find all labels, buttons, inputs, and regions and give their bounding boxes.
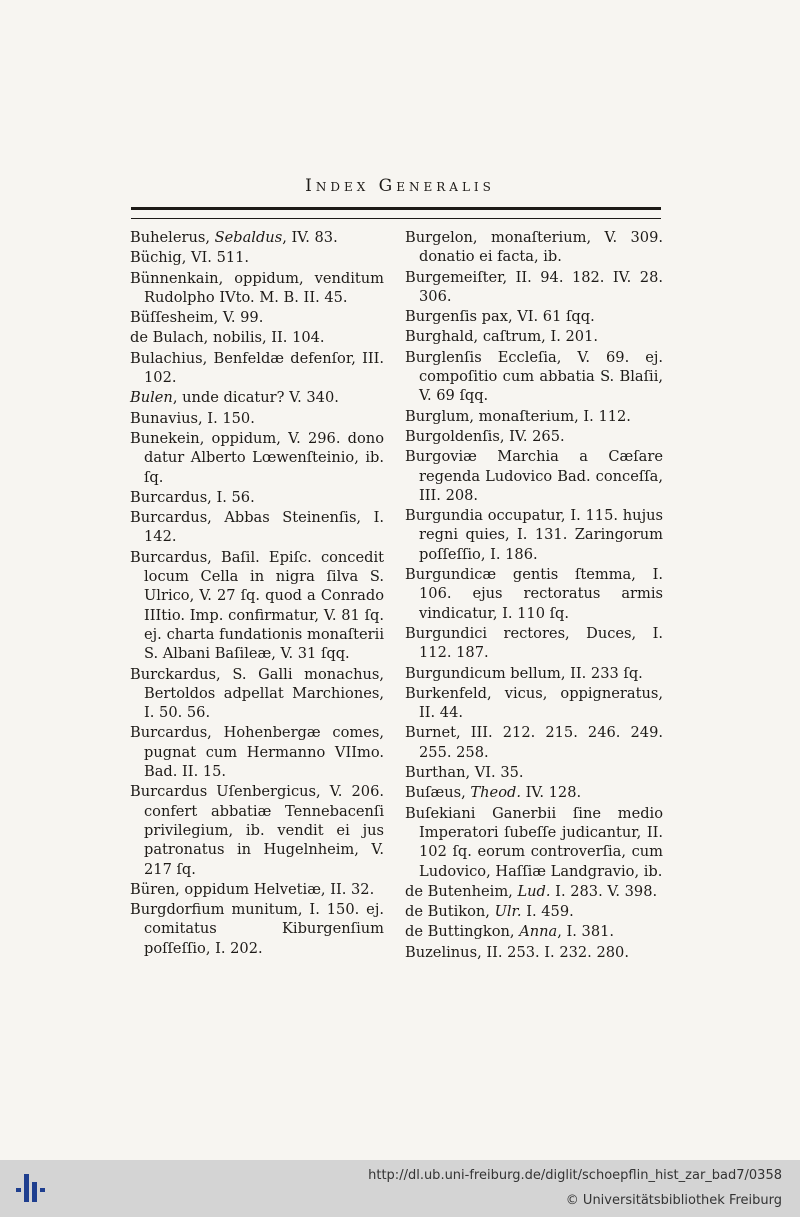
index-entry [405, 407, 663, 426]
index-entry [130, 665, 384, 723]
entry-text: Burthan, VI. 35. [405, 764, 524, 782]
index-entry [405, 506, 663, 564]
index-entry [130, 508, 384, 547]
index-entry [405, 447, 663, 505]
entry-text: de Bulach, nobilis, II. 104. [130, 329, 325, 347]
index-entry [405, 804, 663, 881]
entry-text: Burcardus, Abbas Steinenſis, I. 142. [130, 509, 384, 546]
entry-text: de Butenheim, [405, 882, 518, 900]
entry-italic-name: Bulen [130, 389, 173, 407]
entry-reference: , I. 381. [557, 923, 615, 941]
ub-freiburg-logo-icon [14, 1170, 50, 1206]
index-entry [130, 488, 384, 507]
entry-text: Burgundicæ gentis ſtemma, I. 106. ejus rectoratus armis vindicatur, I. 110 ſq. [405, 566, 663, 622]
index-entry [405, 723, 663, 762]
entry-text: de Buttingkon, [405, 923, 520, 941]
entry-italic-name: Sebaldus [214, 229, 283, 246]
header-rule [131, 207, 661, 219]
entry-text: Büchig, VI. 511. [130, 249, 250, 267]
entry-text: Buſekiani Ganerbii ſine medio Imperatori ſubeſſe judicantur, II. 102 ſq. eorum controverſia, cum Ludovico, Haſſiæ Landgravio, ib. [405, 804, 663, 880]
index-entry [405, 664, 663, 683]
entry-reference: , unde dicatur? V. 340. [172, 389, 339, 407]
index-entry [130, 228, 384, 247]
entry-text: Burckardus, S. Galli monachus, Bertoldos adpellat Marchiones, I. 50. 56. [130, 665, 384, 722]
entry-reference: I. 459. [521, 903, 574, 921]
entry-text: Burgenſis pax, VI. 61 ſqq. [405, 308, 595, 326]
entry-text: Büren, oppidum Helvetiæ, II. 32. [130, 880, 375, 898]
entry-text: Burgoldenſis, IV. 265. [405, 427, 565, 445]
index-entry [130, 328, 384, 347]
index-column-right [405, 228, 663, 963]
index-entry [405, 763, 663, 782]
index-entry [405, 348, 663, 406]
entry-reference: IV. 128. [520, 784, 582, 802]
entry-text: Buſæus, [405, 784, 471, 802]
entry-text: Buzelinus, II. 253. I. 232. 280. [405, 943, 629, 961]
entry-italic-name: Theod. [470, 784, 521, 802]
index-entry [405, 268, 663, 307]
index-entry [405, 427, 663, 446]
index-entry [405, 624, 663, 663]
entry-text: Burghald, caſtrum, I. 201. [405, 328, 598, 346]
index-column-left [130, 228, 384, 959]
entry-text: Burgundici rectores, Duces, I. 112. 187. [405, 624, 663, 662]
entry-italic-name: Anna [519, 923, 558, 941]
index-entry [130, 900, 384, 958]
index-entry [130, 429, 384, 487]
entry-text: Burglenſis Eccleſia, V. 69. ej. compoſitio cum abbatia S. Blaſii, V. 69 ſqq. [405, 348, 663, 405]
index-entry [405, 307, 663, 326]
entry-text: Burnet, III. 212. 215. 246. 249. 255. 258. [405, 724, 663, 761]
index-entry [405, 922, 663, 941]
index-entry [130, 388, 384, 407]
entry-text: Burgundia occupatur, I. 115. hujus regni quies, I. 131. Zaringorum poſſeſſio, I. 186. [405, 507, 663, 563]
page-header: Index Generalis [305, 176, 495, 196]
entry-text: Burcardus, Baſil. Epiſc. concedit locum Cella in nigra ſilva S. Ulrico, V. 27 ſq. quod a Conrado IIItio. Imp. confirmatur, V. 81 ſq. ej. charta fundationis monaſterii S. Albani Baſileæ, V. 31 ſqq. [130, 548, 384, 663]
index-entry [130, 880, 384, 899]
index-entry [130, 248, 384, 267]
source-url-link[interactable]: http://dl.ub.uni-freiburg.de/diglit/schoepflin_hist_zar_bad7/0358 [368, 1168, 782, 1183]
entry-text: Burcardus Uſenbergicus, V. 206. confert abbatiæ Tennebacenſi privilegium, ib. vendit ei jus patronatus in Hugelnheim, V. 217 ſq. [130, 783, 384, 878]
entry-text: Burgoviæ Marchia a Cæſare regenda Ludovico Bad. conceſſa, III. 208. [405, 448, 663, 504]
index-entry [405, 902, 663, 921]
index-entry [130, 349, 384, 388]
entry-reference: I. 283. V. 398. [550, 882, 658, 900]
index-entry [405, 228, 663, 267]
entry-italic-name: Ulr. [494, 903, 522, 921]
entry-text: Buhelerus, [130, 229, 215, 246]
entry-text: Burgdorfium munitum, I. 150. ej. comitatus Kiburgenſium poſſeſſio, I. 202. [130, 901, 384, 957]
entry-text: Bunekein, oppidum, V. 296. dono datur Alberto Lœwenſteinio, ib. ſq. [130, 429, 384, 486]
entry-text: Burgundicum bellum, II. 233 ſq. [405, 664, 643, 682]
entry-text: Burkenfeld, vicus, oppigneratus, II. 44. [405, 684, 663, 722]
entry-text: Burglum, monaſterium, I. 112. [405, 407, 631, 425]
entry-italic-name: Lud. [517, 882, 551, 900]
entry-text: Burgemeiſter, II. 94. 182. IV. 28. 306. [405, 268, 663, 305]
index-entry [130, 409, 384, 428]
entry-text: Bulachius, Benfeldæ defenſor, III. 102. [130, 349, 384, 387]
copyright-notice: © Universitätsbibliothek Freiburg [565, 1193, 782, 1208]
entry-text: Burgelon, monaſterium, V. 309. donatio ei facta, ib. [405, 229, 663, 266]
entry-reference: , IV. 83. [282, 229, 338, 246]
entry-text: Bunavius, I. 150. [130, 409, 255, 427]
index-entry [130, 723, 384, 781]
index-entry [405, 565, 663, 623]
index-entry [130, 269, 384, 308]
entry-text: Büſſesheim, V. 99. [130, 309, 264, 327]
index-entry [130, 308, 384, 327]
index-entry [405, 882, 663, 901]
index-entry [405, 327, 663, 346]
index-entry [130, 548, 384, 664]
entry-text: Bünnenkain, oppidum, venditum Rudolpho IVto. M. B. II. 45. [130, 269, 384, 306]
index-entry [405, 684, 663, 723]
index-entry [405, 783, 663, 802]
entry-text: Burcardus, Hohenbergæ comes, pugnat cum Hermanno VIImo. Bad. II. 15. [130, 724, 384, 781]
entry-text: Burcardus, I. 56. [130, 488, 255, 506]
index-entry [405, 943, 663, 962]
footer-bar [0, 1160, 800, 1217]
entry-text: de Butikon, [405, 903, 495, 921]
index-entry [130, 782, 384, 878]
